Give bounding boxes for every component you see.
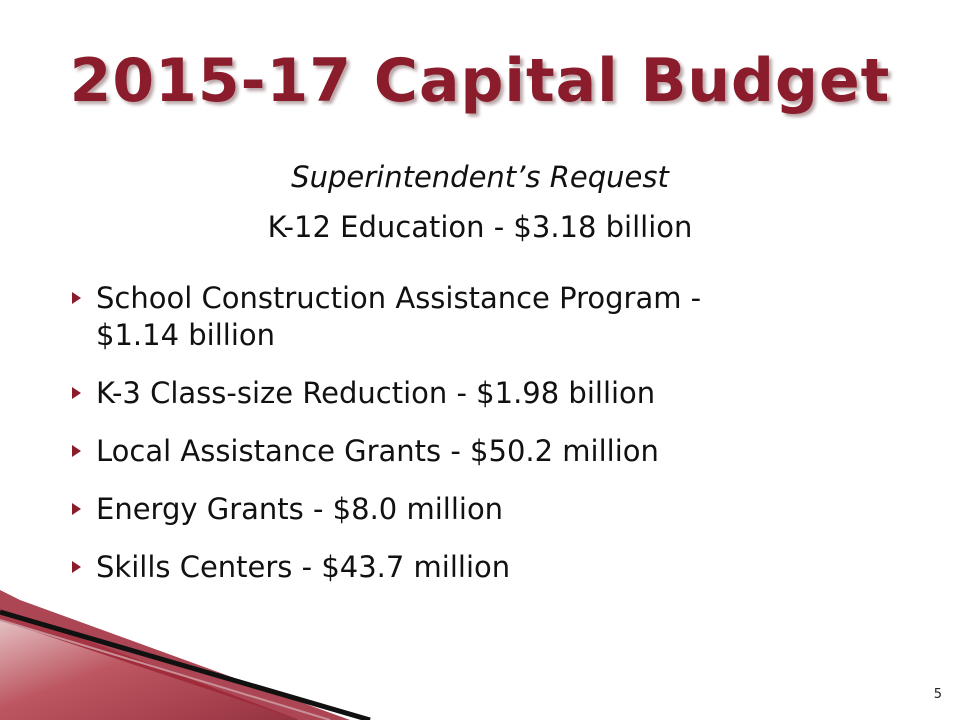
bullet-text: Local Assistance Grants - $50.2 million [96,434,659,468]
triangle-bullet-icon [72,503,81,515]
slide-subtitle: Superintendent’s Request [291,160,669,194]
bullet-item [68,280,868,354]
triangle-bullet-icon [72,445,81,457]
bullet-item [68,549,868,586]
bullet-list [68,280,868,607]
bullet-item [68,375,868,412]
page-number: 5 [933,687,942,702]
slide-subheading: K-12 Education - $3.18 billion [267,210,693,244]
slide-title: 2015-17 Capital Budget [69,46,891,116]
bullet-text-continued: $1.14 billion [96,318,275,352]
bullet-text: Skills Centers - $43.7 million [96,550,511,584]
bullet-item [68,491,868,528]
bullet-text: Energy Grants - $8.0 million [96,492,504,526]
bullet-text: K-3 Class-size Reduction - $1.98 billion [96,376,656,410]
bullet-text: School Construction Assistance Program - [96,281,702,315]
triangle-bullet-icon [72,292,81,304]
bullet-item [68,433,868,470]
decorative-ribbon [0,590,420,720]
triangle-bullet-icon [72,387,81,399]
triangle-bullet-icon [72,561,81,573]
